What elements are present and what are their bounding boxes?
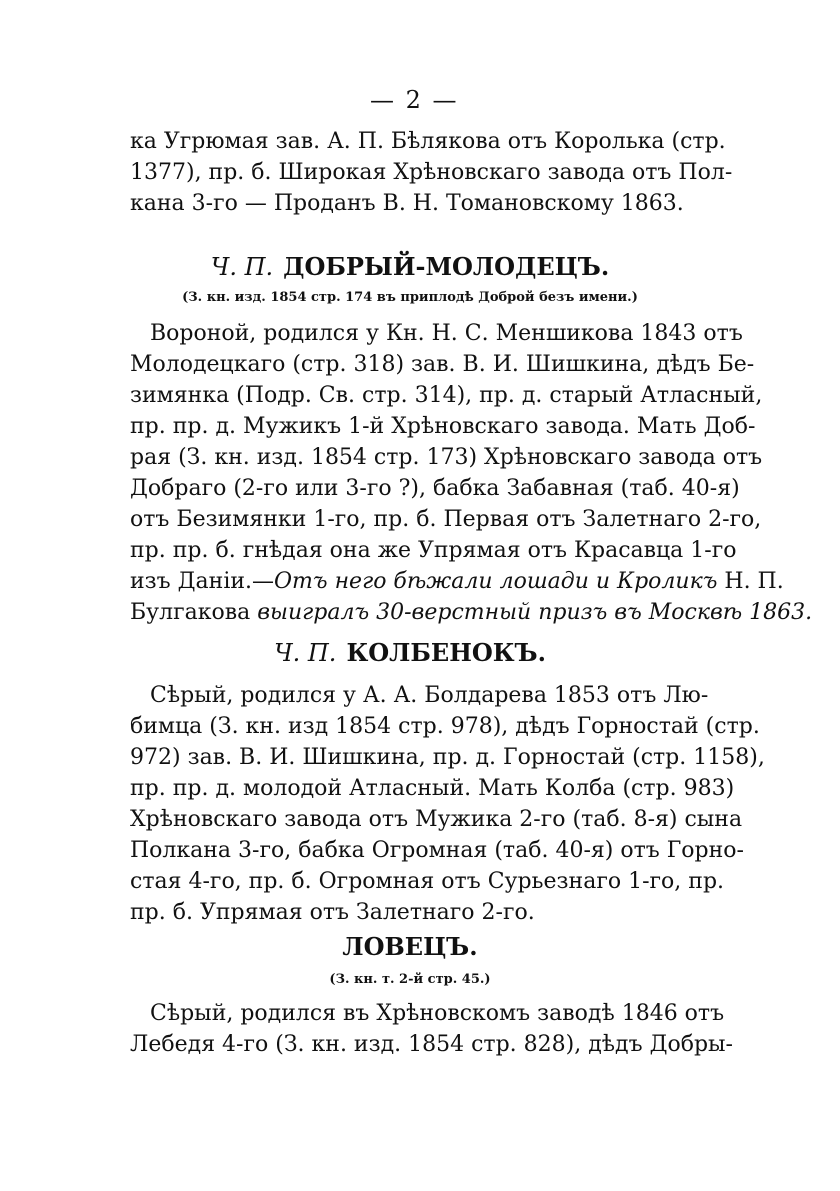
section-paragraph xyxy=(130,680,765,928)
text-line: Вороной, родился у Кн. Н. С. Меншикова 1843 отъ xyxy=(150,321,743,346)
text-line: пр. б. Упрямая отъ Залетнаго 2-го. xyxy=(130,900,535,925)
heading-title: КОЛБЕНОКЪ. xyxy=(346,638,546,667)
heading-prefix: Ч. П. xyxy=(210,253,274,281)
section-heading-dobryi-molodets xyxy=(130,252,690,281)
text-line: 972) зав. В. И. Шишкина, пр. д. Горностай (стр. 1158), xyxy=(130,745,765,770)
text-run: Булгакова xyxy=(130,600,258,625)
text-line: зимянка (Подр. Св. стр. 314), пр. д. старый Атласный, xyxy=(130,383,763,408)
section-paragraph xyxy=(130,318,813,628)
section-reference: (З. кн. т. 2-й стр. 45.) xyxy=(329,972,491,987)
text-line: отъ Безимянки 1-го, пр. б. Первая отъ Залетнаго 2-го, xyxy=(130,507,762,532)
text-line: пр. пр. б. гнѣдая она же Упрямая отъ Красавца 1-го xyxy=(130,538,737,563)
text-line: Молодецкаго (стр. 318) зав. В. И. Шишкина, дѣдъ Бе- xyxy=(130,352,755,377)
heading-title: ЛОВЕЦЪ. xyxy=(342,932,478,961)
section-paragraph xyxy=(130,998,733,1060)
text-line: рая (З. кн. изд. 1854 стр. 173) Хрѣновскаго завода отъ xyxy=(130,445,763,470)
text-line: Добраго (2-го или 3-го ?), бабка Забавная (таб. 40-я) xyxy=(130,476,740,501)
page-number: — 2 — xyxy=(370,86,459,114)
text-line: Хрѣновскаго завода отъ Мужика 2-го (таб. 8-я) сына xyxy=(130,807,743,832)
text-line: ка Угрюмая зав. А. П. Бѣлякова отъ Королька (стр. xyxy=(130,129,726,154)
text-line: стая 4-го, пр. б. Огромная отъ Сурьезнаго 1-го, пр. xyxy=(130,869,725,894)
heading-prefix: Ч. П. xyxy=(274,639,337,667)
intro-paragraph xyxy=(130,126,733,219)
section-reference: (З. кн. изд. 1854 стр. 174 въ приплодѣ Доброй безъ имени.) xyxy=(182,290,638,305)
text-line: 1377), пр. б. Широкая Хрѣновскаго завода отъ Пол- xyxy=(130,160,733,185)
text-run: изъ Даніи.— xyxy=(130,569,275,594)
text-line: Лебедя 4-го (З. кн. изд. 1854 стр. 828), дѣдъ Добры- xyxy=(130,1032,733,1057)
text-line: Сѣрый, родился въ Хрѣновскомъ заводѣ 1846 отъ xyxy=(150,1001,725,1026)
text-line: кана 3-го — Проданъ В. Н. Томановскому 1863. xyxy=(130,191,684,216)
text-line: Сѣрый, родился у А. А. Болдарева 1853 отъ Лю- xyxy=(150,683,709,708)
italic-text-run: Отъ него бѣжали лошади и Кроликъ xyxy=(274,569,718,594)
text-run: Н. П. xyxy=(717,569,784,594)
italic-text-run: выигралъ 30-верстный призъ въ Москвѣ 1863. xyxy=(257,600,813,625)
text-line: Полкана 3-го, бабка Огромная (таб. 40-я) отъ Горно- xyxy=(130,838,744,863)
section-heading-kolbenok xyxy=(130,638,690,667)
text-line: пр. пр. д. молодой Атласный. Мать Колба (стр. 983) xyxy=(130,776,735,801)
text-line-mixed xyxy=(130,597,813,628)
section-heading-lovets xyxy=(130,932,690,961)
heading-title: ДОБРЫЙ-МОЛОДЕЦЪ. xyxy=(283,252,610,281)
text-line: бимца (З. кн. изд 1854 стр. 978), дѣдъ Горностай (стр. xyxy=(130,714,760,739)
text-line-mixed xyxy=(130,566,784,597)
text-line: пр. пр. д. Мужикъ 1-й Хрѣновскаго завода. Мать Доб- xyxy=(130,414,756,439)
